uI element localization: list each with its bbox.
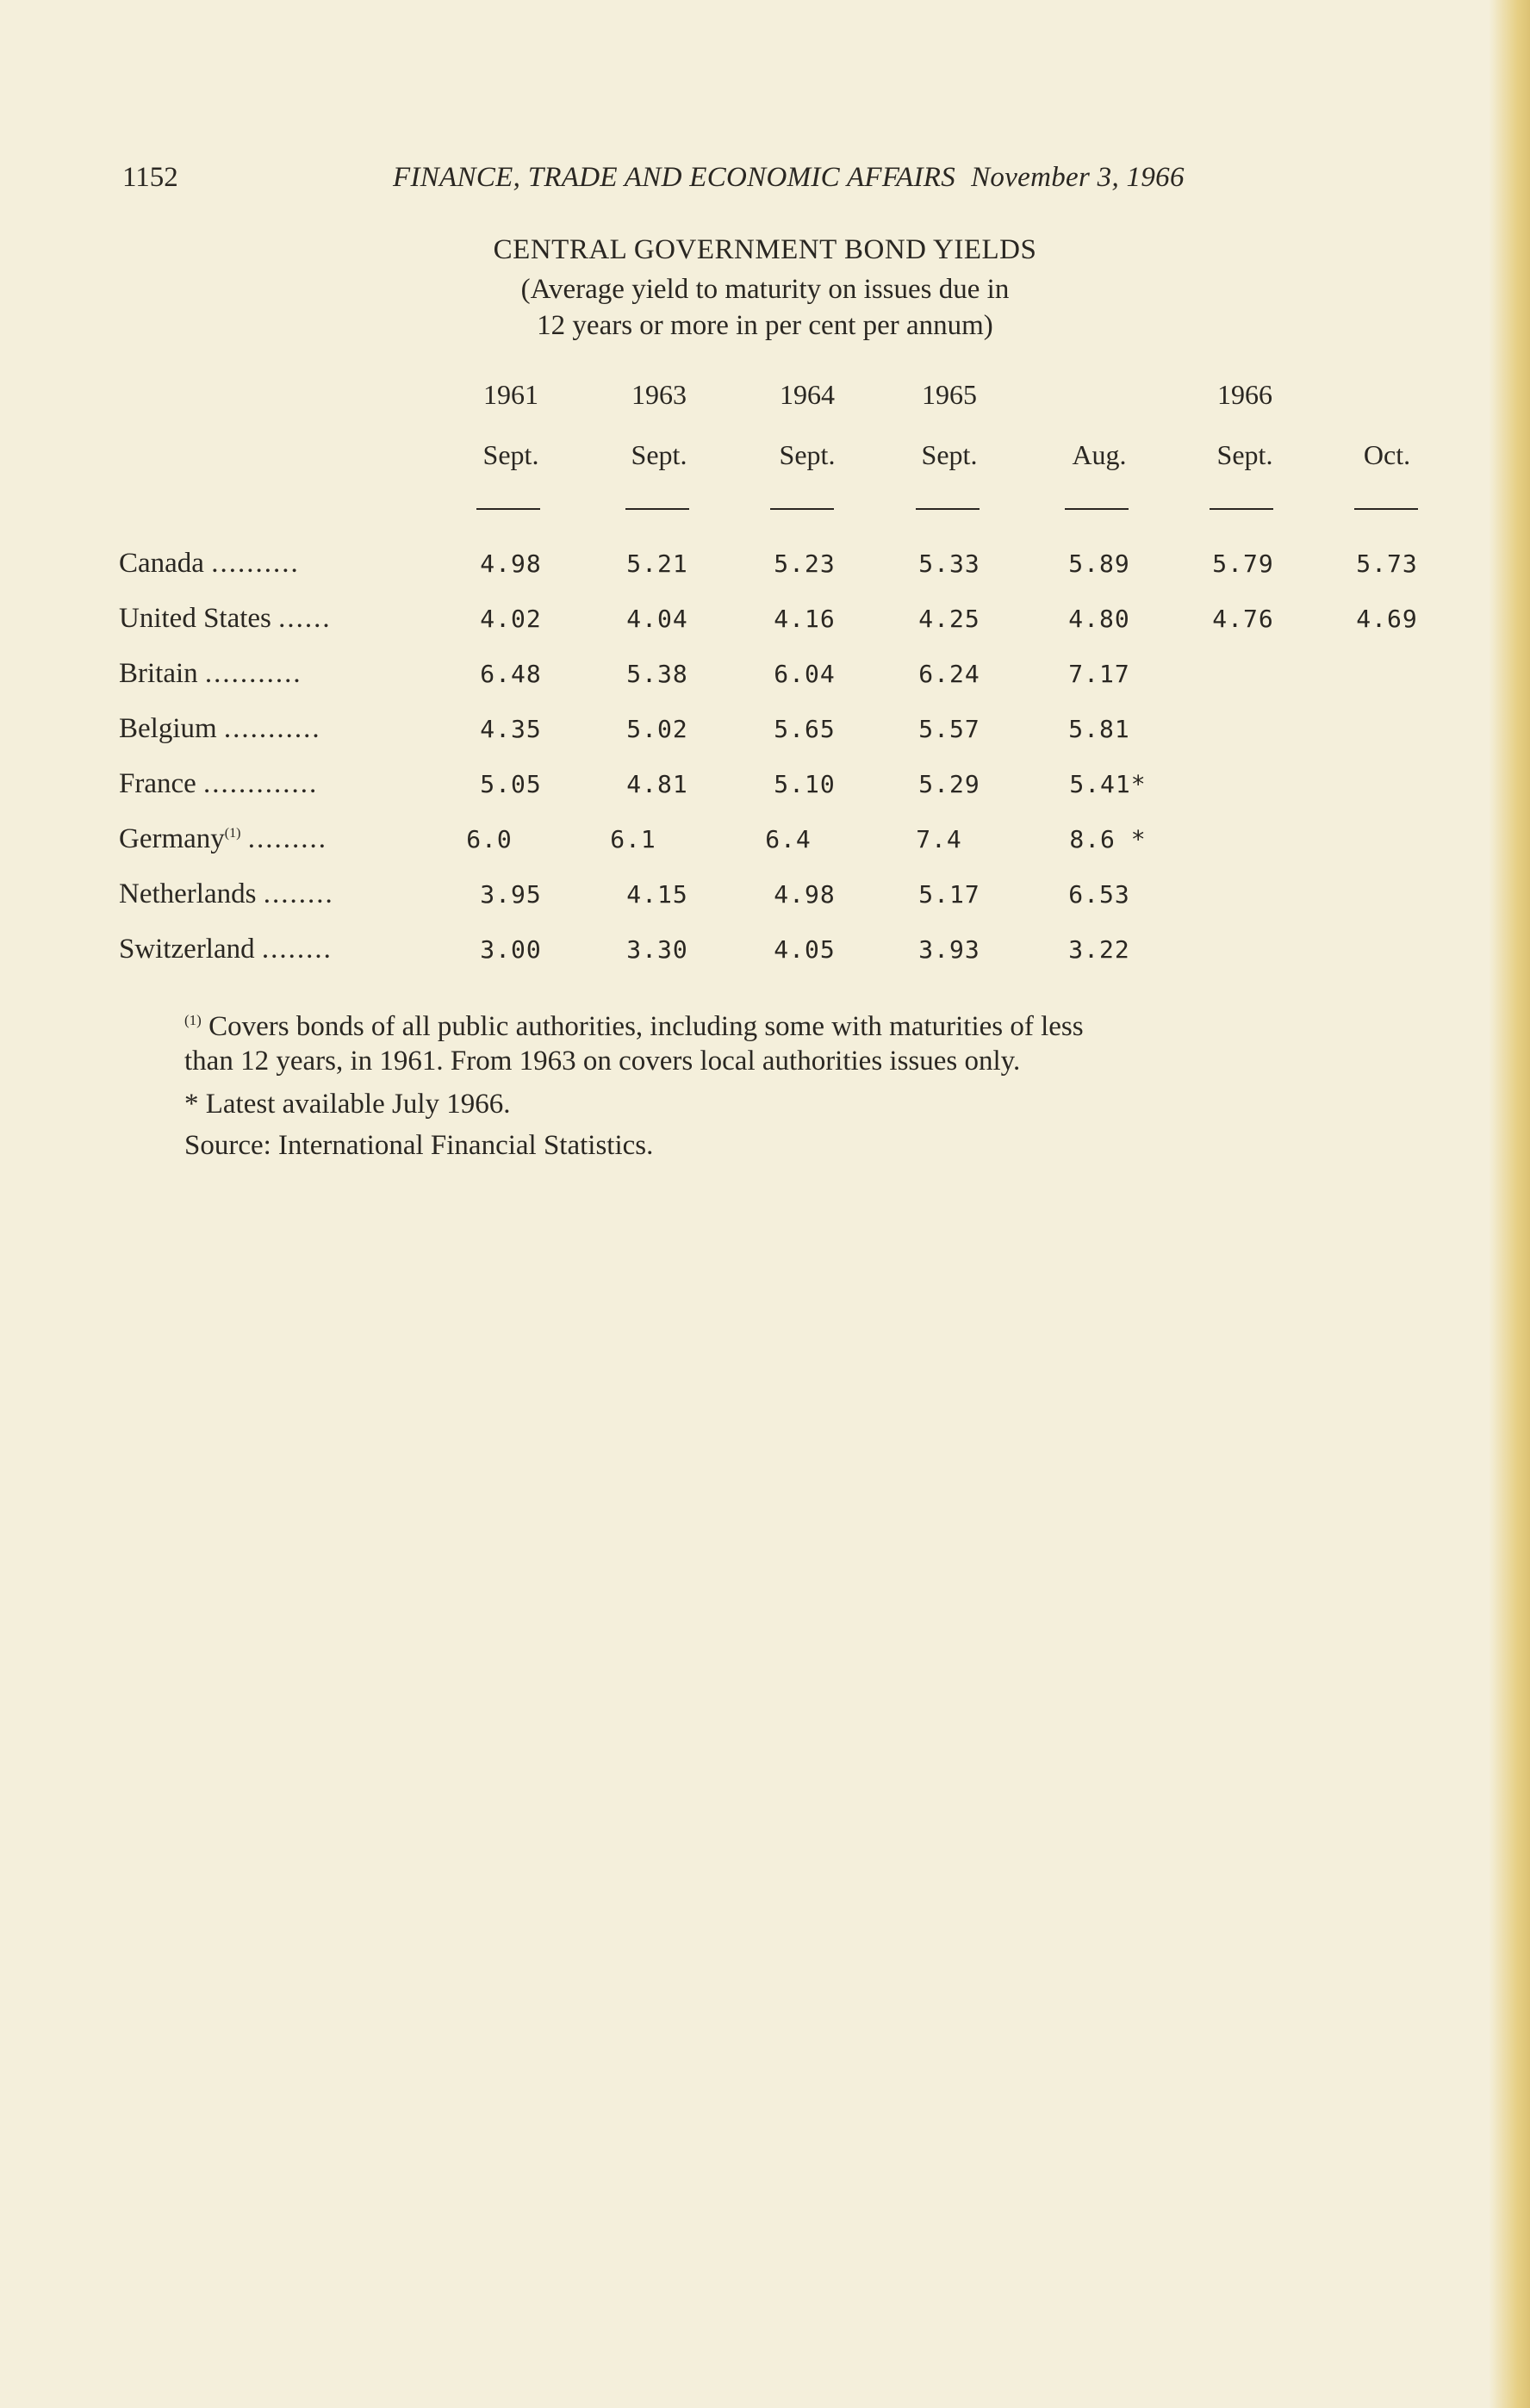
table-cell: 4.98 [480,549,542,578]
column-month: Sept. [1216,439,1273,470]
table-cell: 7.17 [1068,660,1130,688]
table-cell: 5.29 [918,770,980,798]
table-cell: 4.98 [774,880,836,909]
column-month: Sept. [779,439,836,470]
table-cell: 5.57 [918,715,980,743]
column-rule [476,508,540,510]
table-cell: 6.48 [480,660,542,688]
column-year-1966: 1966 [1217,379,1272,410]
table-subtitle-line1: (Average yield to maturity on issues due in [520,274,1010,305]
table-cell: 4.15 [626,880,688,909]
table-cell: 4.02 [480,605,542,633]
table-cell: 6.53 [1068,880,1130,909]
table-cell: 4.04 [626,605,688,633]
page-edge-shading [1489,0,1530,2408]
column-rule [625,508,689,510]
column-rule [1354,508,1418,510]
table-cell: 5.81 [1068,715,1130,743]
column-rule [1065,508,1129,510]
column-rule [916,508,980,510]
column-year-1965: 1965 [922,379,977,410]
row-label-netherlands: Netherlands ........ [119,878,334,909]
table-cell: 7.4 [916,825,962,853]
table-cell: 5.79 [1212,549,1274,578]
table-cell: 5.02 [626,715,688,743]
table-cell: 6.04 [774,660,836,688]
table-cell: 5.10 [774,770,836,798]
table-cell: 5.21 [626,549,688,578]
table-cell: 4.25 [918,605,980,633]
running-date: November 3, 1966 [971,162,1185,193]
running-head [393,162,1185,194]
table-cell: 6.1 [610,825,656,853]
row-label-britain: Britain ........... [119,658,302,689]
table-title: CENTRAL GOVERNMENT BOND YIELDS [493,234,1037,265]
column-month: Aug. [1072,439,1127,470]
table-cell: 6.24 [918,660,980,688]
table-cell: 5.38 [626,660,688,688]
table-cell: 5.89 [1068,549,1130,578]
table-cell: 5.65 [774,715,836,743]
footnote-line2: than 12 years, in 1961. From 1963 on covers local authorities issues only. [184,1046,1021,1077]
table-cell: 3.93 [918,935,980,964]
column-year-1961: 1961 [483,379,538,410]
column-month: Sept. [631,439,687,470]
table-cell: 4.80 [1068,605,1130,633]
running-title: FINANCE, TRADE AND ECONOMIC AFFAIRS [393,162,956,193]
row-label-france: France ............. [119,768,319,799]
table-subtitle-line2: 12 years or more in per cent per annum) [537,310,993,341]
latest-available-note: * Latest available July 1966. [184,1089,511,1120]
page-number: 1152 [122,162,178,193]
table-cell: 8.6 * [1069,825,1147,853]
table-cell: 4.81 [626,770,688,798]
table-cell: 6.0 [466,825,513,853]
table-cell: 4.69 [1356,605,1418,633]
table-cell: 5.33 [918,549,980,578]
table-cell: 4.35 [480,715,542,743]
table-cell: 4.05 [774,935,836,964]
column-year-1963: 1963 [631,379,687,410]
table-cell: 5.41* [1069,770,1147,798]
table-cell: 5.17 [918,880,980,909]
row-label-belgium: Belgium ........... [119,713,321,744]
table-cell: 4.16 [774,605,836,633]
row-label-united-states: United States ...... [119,603,332,634]
table-cell: 3.30 [626,935,688,964]
footnote-line1: $^{(1)}$ Covers bonds of all public authorities, including some with maturities of less [184,1011,1084,1042]
source-note: Source: International Financial Statistics. [184,1130,654,1161]
table-cell: 3.00 [480,935,542,964]
column-month: Sept. [921,439,978,470]
table-cell: 5.23 [774,549,836,578]
row-label-switzerland: Switzerland ........ [119,934,333,965]
row-label-germany: Germany$^{(1)}$ ......... [119,823,327,854]
column-month: Oct. [1363,439,1411,470]
table-cell: 5.73 [1356,549,1418,578]
column-rule [1210,508,1273,510]
column-month: Sept. [482,439,539,470]
table-cell: 5.05 [480,770,542,798]
table-cell: 4.76 [1212,605,1274,633]
column-rule [770,508,834,510]
table-cell: 6.4 [765,825,812,853]
table-cell: 3.95 [480,880,542,909]
table-cell: 3.22 [1068,935,1130,964]
row-label-canada: Canada .......... [119,548,300,579]
column-year-1964: 1964 [780,379,835,410]
